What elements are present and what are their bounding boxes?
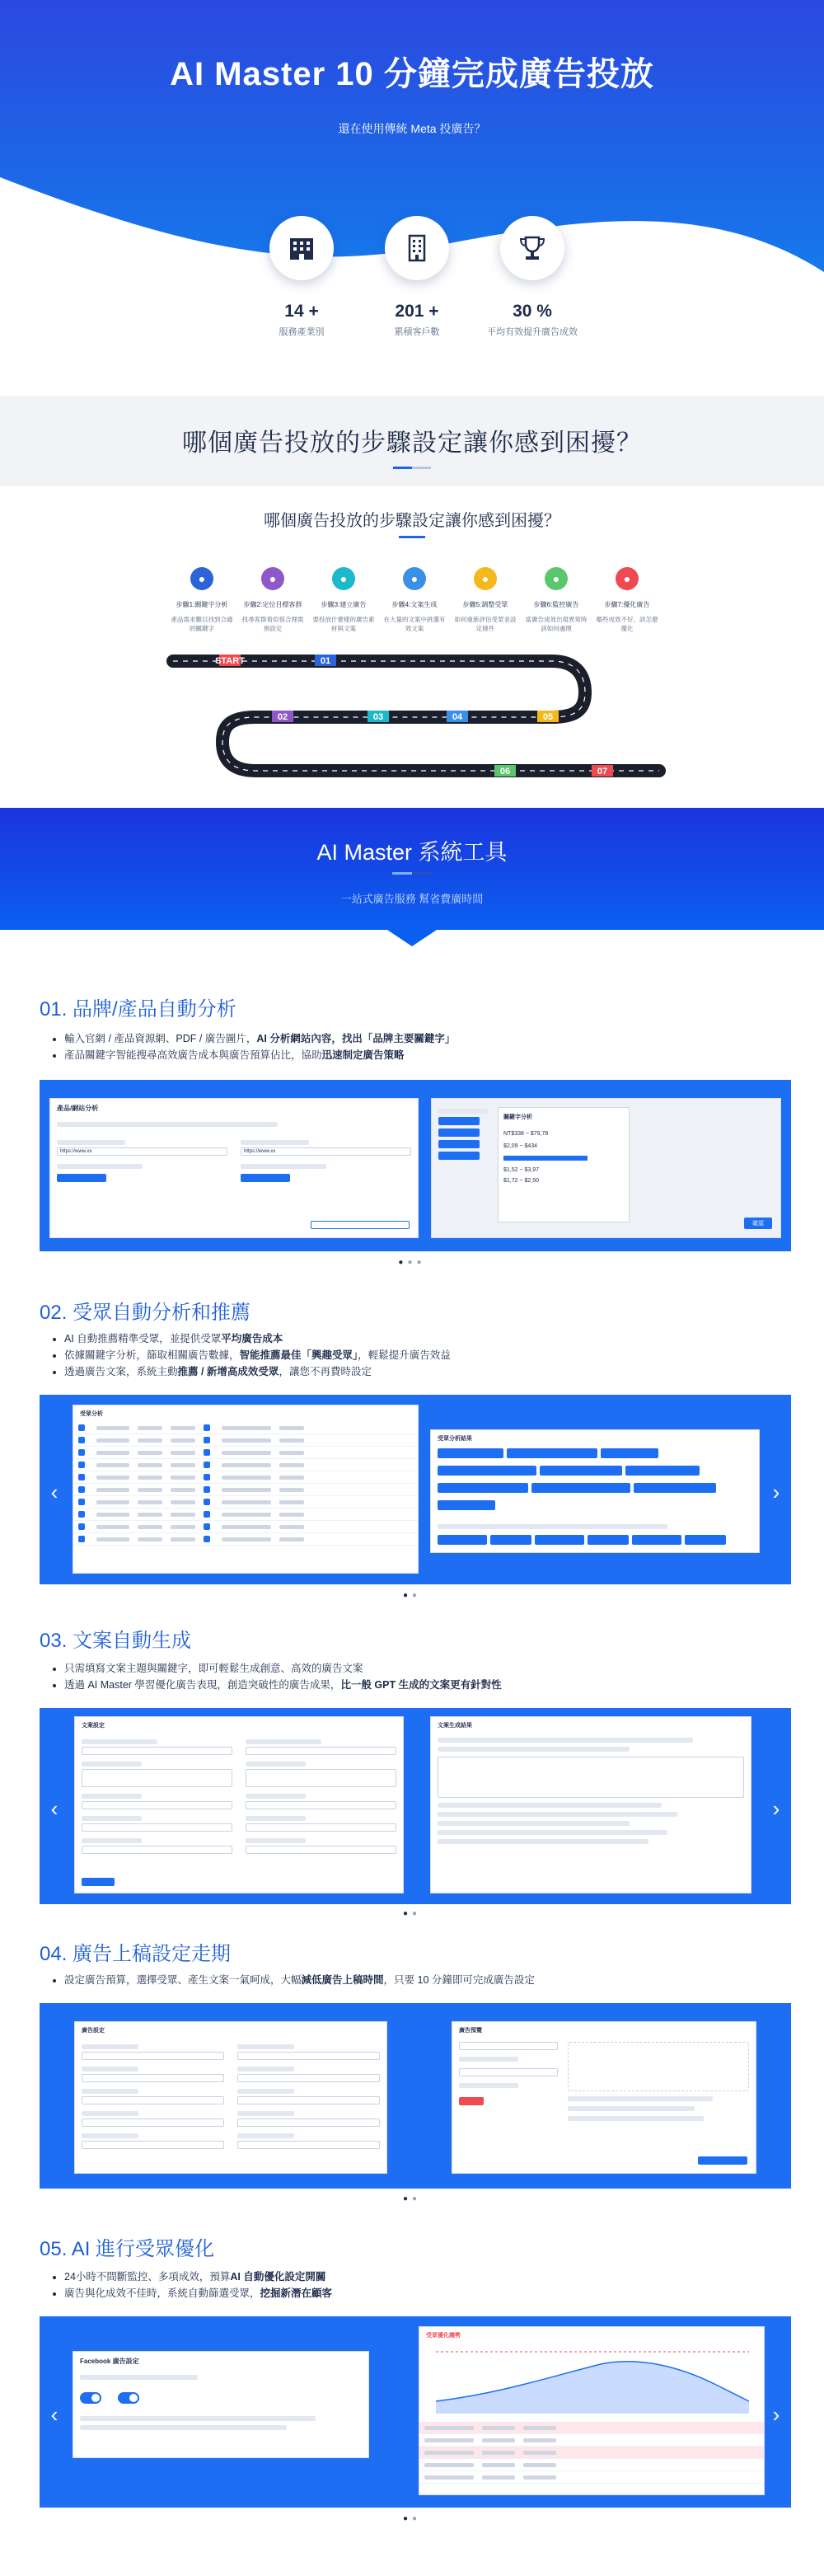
bullet-item: • 設定廣告預算，選擇受眾、產生文案一氣呵成，大幅減低廣告上稿時間，只要 10 分鐘即可完成廣告設定: [64, 1972, 535, 1988]
feature-1-carousel: [40, 1080, 791, 1251]
step-desc: 當廣告成效出現異常時該如何處理: [525, 616, 588, 632]
screenshot-ad-settings: 廣告設定: [74, 2021, 387, 2174]
feature-4-title: 04. 廣告上稿設定走期: [40, 1943, 232, 1965]
feature-2-carousel: [40, 1395, 791, 1584]
road-label-07: 07: [597, 767, 608, 777]
step-3: [310, 567, 377, 633]
stat-value: 14 +: [284, 302, 319, 321]
feature-5-carousel: [40, 2316, 791, 2508]
location-pin-icon: ●: [190, 567, 213, 590]
step-5: [452, 567, 519, 633]
stat-label: 累積客戶數: [394, 327, 440, 337]
screenshot-facebook-settings: Facebook 廣告設定: [73, 2351, 369, 2458]
analyze-button[interactable]: [57, 1174, 106, 1182]
system-subtitle: 一站式廣告服務 幫省費廣時間: [340, 893, 484, 905]
bullet-item: • 輸入官網 / 產品資源網、PDF / 廣告圖片，AI 分析網站內容，找出「品牌主要關鍵字」: [64, 1030, 455, 1047]
step-desc: 哪些成效不好，該怎麼優化: [596, 616, 658, 632]
carousel-next-arrow[interactable]: ›: [772, 1796, 780, 1821]
step-desc: 產品需求難以找到合適的關鍵字: [171, 616, 233, 632]
step-title: 步驟3:建立廣告: [321, 601, 367, 608]
stat-clients: [368, 216, 466, 339]
road-label-03: 03: [372, 712, 384, 722]
feature-1-bullets: [64, 1030, 455, 1063]
step-7: [593, 567, 661, 633]
screenshot-keyword-analysis: [431, 1098, 781, 1238]
step-title: 步驟1:關鍵字分析: [176, 601, 228, 608]
upload-button[interactable]: [241, 1174, 290, 1182]
carousel-dots[interactable]: ●●: [402, 2194, 422, 2203]
carousel-prev-arrow[interactable]: ‹: [50, 1796, 59, 1821]
carousel-dots[interactable]: ●●: [402, 1591, 422, 1600]
toggle-switch[interactable]: [80, 2392, 101, 2404]
feature-4-bullets: [64, 1972, 535, 1988]
next-button[interactable]: [311, 1221, 410, 1229]
stat-label: 平均有效提升廣告成效: [487, 327, 578, 337]
mock-title: 產品/網站分析: [57, 1105, 99, 1112]
feature-3-bullets: [64, 1660, 502, 1693]
road-label-02: 02: [277, 712, 288, 722]
system-title-underline: [392, 872, 432, 875]
road-label-05: 05: [542, 712, 554, 722]
screenshot-product-analysis: [49, 1098, 419, 1238]
bullet-item: • 廣告與化成效不佳時，系統自動篩選受眾，挖掘新潛在顧客: [64, 2285, 332, 2302]
screenshot-copy-settings: 文案設定: [74, 1716, 404, 1893]
stat-industries: [252, 216, 351, 339]
page-title: AI Master 10 分鐘完成廣告投放: [170, 56, 654, 92]
screenshot-audience-table: 受眾分析: [73, 1405, 419, 1574]
step-desc: 要投放什麼樣的廣告素材與文案: [312, 616, 375, 632]
system-title: AI Master 系統工具: [316, 840, 508, 865]
location-pin-icon: ●: [261, 567, 284, 590]
step-title: 步驟7:優化廣告: [604, 601, 650, 608]
location-pin-icon: ●: [474, 567, 497, 590]
road-label-04: 04: [452, 712, 463, 722]
feature-3-carousel: [40, 1708, 791, 1904]
road-label-start: START: [215, 656, 245, 666]
bullet-item: • 只需填寫文案主題與關鍵字，即可輕鬆生成創意、高效的廣告文案: [64, 1660, 502, 1677]
feature-5-title: 05. AI 進行受眾優化: [40, 2238, 215, 2260]
carousel-next-arrow[interactable]: ›: [772, 1480, 780, 1504]
carousel-dots[interactable]: ●●: [402, 1909, 422, 1918]
hero-subtitle: 還在使用傳統 Meta 投廣告？: [338, 122, 486, 135]
feature-4-carousel: [40, 2003, 791, 2189]
card-title-underline: [399, 536, 425, 538]
step-title: 步驟2:定位目標客群: [243, 601, 302, 608]
office-icon: [385, 216, 449, 280]
section-title: 哪個廣告投放的步驟設定讓你感到困擾？: [182, 429, 642, 457]
title-underline: [393, 467, 431, 469]
bullet-item: • 透過 AI Master 學習優化廣告表現，創造突破性的廣告成果，比一般 GPT 生成的文案更有針對性: [64, 1677, 502, 1693]
carousel-next-arrow[interactable]: ›: [772, 2402, 780, 2427]
screenshot-ad-preview: 廣告預覽: [452, 2021, 756, 2174]
card-title: 哪個廣告投放的步驟設定讓你感到困擾？: [264, 512, 560, 530]
building-icon: [269, 216, 334, 280]
url-input[interactable]: https://www.xx: [57, 1147, 227, 1156]
stat-improvement: [483, 216, 582, 339]
carousel-prev-arrow[interactable]: ‹: [50, 2402, 59, 2427]
location-pin-icon: ●: [332, 567, 355, 590]
bullet-item: • 產品關鍵字智能搜尋高效廣告成本與廣告預算佔比，協助迅速制定廣告策略: [64, 1047, 455, 1063]
step-1: [168, 567, 236, 633]
step-4: [381, 567, 448, 633]
generate-button[interactable]: [82, 1878, 115, 1886]
bullet-item: • AI 自動推薦精準受眾，並提供受眾平均廣告成本: [64, 1330, 451, 1347]
confirm-button[interactable]: 確認: [744, 1218, 772, 1229]
location-pin-icon: ●: [616, 567, 639, 590]
feature-3-title: 03. 文案自動生成: [40, 1630, 192, 1652]
trophy-icon: [500, 216, 564, 280]
screenshot-copy-results: 文案生成結果: [430, 1716, 751, 1893]
stat-value: 201 +: [395, 302, 439, 321]
stat-label: 服務產業別: [279, 327, 325, 337]
feature-2-title: 02. 受眾自動分析和推薦: [40, 1302, 251, 1324]
carousel-dots[interactable]: ●●●: [398, 1258, 426, 1267]
road-label-01: 01: [320, 656, 331, 666]
stat-value: 30 %: [513, 302, 552, 321]
bullet-item: • 透過廣告文案，系統主動推薦 / 新增高成效受眾，讓您不再費時設定: [64, 1363, 451, 1380]
location-pin-icon: ●: [545, 567, 568, 590]
step-title: 步驟5:調整受眾: [462, 601, 508, 608]
url-input[interactable]: https://www.xx: [241, 1147, 411, 1156]
carousel-prev-arrow[interactable]: ‹: [50, 1480, 59, 1504]
step-desc: 如何重新評估受眾並設定條件: [454, 616, 517, 632]
hero-section: [0, 0, 824, 396]
screenshot-optimization-chart: 受眾優化趨勢: [419, 2326, 765, 2495]
carousel-dots[interactable]: ●●: [402, 2514, 422, 2523]
bullet-item: • 24小時不間斷監控、多項成效，預算AI 自動優化設定開關: [64, 2269, 332, 2285]
feature-5-bullets: [64, 2269, 332, 2302]
bullet-item: • 依據關鍵字分析，篩取相關廣告數據，智能推薦最佳「興趣受眾」，輕鬆提升廣告效益: [64, 1347, 451, 1363]
roadmap-illustration: [165, 643, 667, 791]
location-pin-icon: ●: [403, 567, 426, 590]
feature-2-bullets: [64, 1330, 451, 1380]
publish-button[interactable]: [698, 2156, 747, 2165]
keyword-dialog: 關鍵字分析 NT$338 ~ $79,78 $2,09 ~ $434 $1,52 ~ $3,97 $1,72 ~ $2,50: [498, 1107, 630, 1222]
screenshot-interest-tags: 受眾分析結果: [430, 1429, 760, 1553]
step-title: 步驟4:文案生成: [391, 601, 438, 608]
trend-chart: [419, 2344, 765, 2418]
step-2: [239, 567, 307, 633]
toggle-switch[interactable]: [118, 2392, 139, 2404]
feature-1-title: 01. 品牌/產品自動分析: [40, 998, 236, 1021]
step-desc: 找尋客群看似很合理需預設定: [241, 616, 304, 632]
road-label-06: 06: [499, 767, 511, 777]
step-6: [522, 567, 590, 633]
step-desc: 在大量的文案中挑選有效文案: [383, 616, 446, 632]
step-title: 步驟6:監控廣告: [533, 601, 579, 608]
